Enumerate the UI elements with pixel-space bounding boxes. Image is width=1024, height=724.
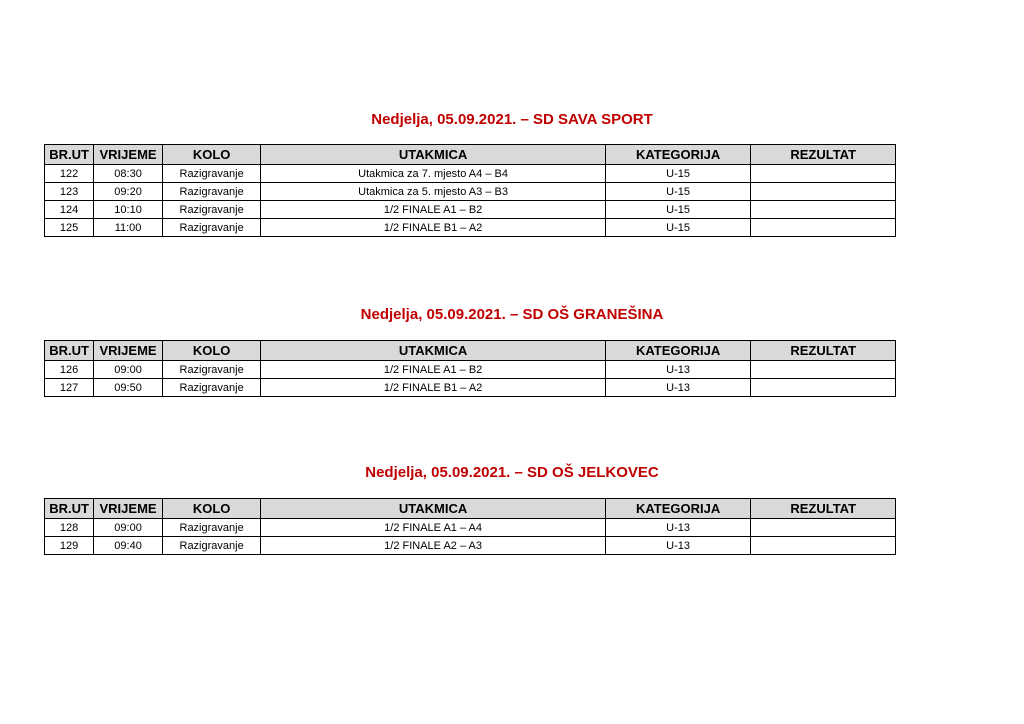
cell-round: Razigravanje	[162, 183, 260, 201]
cell-category: U-13	[605, 379, 751, 397]
column-header-result: REZULTAT	[751, 145, 896, 165]
cell-round: Razigravanje	[162, 519, 260, 537]
cell-round: Razigravanje	[162, 201, 260, 219]
cell-br: 126	[45, 361, 94, 379]
cell-time: 08:30	[94, 165, 163, 183]
column-header-round: KOLO	[162, 341, 260, 361]
table-header-row	[45, 341, 896, 361]
cell-br: 129	[45, 537, 94, 555]
column-header-match: UTAKMICA	[261, 499, 606, 519]
schedule-table-os-granesina	[44, 340, 896, 397]
cell-match: Utakmica za 7. mjesto A4 – B4	[261, 165, 606, 183]
schedule-table-sava-sport	[44, 144, 896, 237]
cell-time: 09:00	[94, 361, 163, 379]
column-header-br: BR.UT	[45, 341, 94, 361]
column-header-round: KOLO	[162, 499, 260, 519]
cell-match: 1/2 FINALE A1 – A4	[261, 519, 606, 537]
cell-result	[751, 183, 896, 201]
column-header-round: KOLO	[162, 145, 260, 165]
cell-category: U-15	[605, 165, 751, 183]
column-header-match: UTAKMICA	[261, 145, 606, 165]
column-header-category: KATEGORIJA	[605, 499, 751, 519]
cell-round: Razigravanje	[162, 379, 260, 397]
cell-result	[751, 379, 896, 397]
cell-result	[751, 537, 896, 555]
cell-round: Razigravanje	[162, 537, 260, 555]
cell-br: 122	[45, 165, 94, 183]
cell-result	[751, 165, 896, 183]
cell-result	[751, 219, 896, 237]
cell-category: U-13	[605, 519, 751, 537]
cell-category: U-15	[605, 219, 751, 237]
cell-round: Razigravanje	[162, 219, 260, 237]
section-title-os-jelkovec: Nedjelja, 05.09.2021. – SD OŠ JELKOVEC	[365, 464, 659, 481]
cell-category: U-13	[605, 537, 751, 555]
cell-result	[751, 201, 896, 219]
schedule-table-os-jelkovec	[44, 498, 896, 555]
cell-round: Razigravanje	[162, 361, 260, 379]
cell-time: 09:00	[94, 519, 163, 537]
cell-category: U-15	[605, 201, 751, 219]
column-header-result: REZULTAT	[751, 499, 896, 519]
cell-category: U-13	[605, 361, 751, 379]
cell-br: 125	[45, 219, 94, 237]
cell-time: 10:10	[94, 201, 163, 219]
column-header-category: KATEGORIJA	[605, 341, 751, 361]
cell-match: 1/2 FINALE A1 – B2	[261, 201, 606, 219]
table-row	[45, 165, 896, 183]
table-header-row	[45, 145, 896, 165]
cell-match: 1/2 FINALE A1 – B2	[261, 361, 606, 379]
section-title-sava-sport: Nedjelja, 05.09.2021. – SD SAVA SPORT	[371, 111, 653, 128]
table-header-row	[45, 499, 896, 519]
cell-match: Utakmica za 5. mjesto A3 – B3	[261, 183, 606, 201]
cell-category: U-15	[605, 183, 751, 201]
table-row	[45, 519, 896, 537]
column-header-result: REZULTAT	[751, 341, 896, 361]
column-header-time: VRIJEME	[94, 341, 163, 361]
table-row	[45, 219, 896, 237]
table-row	[45, 379, 896, 397]
column-header-br: BR.UT	[45, 499, 94, 519]
cell-match: 1/2 FINALE A2 – A3	[261, 537, 606, 555]
cell-br: 128	[45, 519, 94, 537]
section-title-os-granesina: Nedjelja, 05.09.2021. – SD OŠ GRANEŠINA	[360, 306, 664, 323]
cell-round: Razigravanje	[162, 165, 260, 183]
table-row	[45, 183, 896, 201]
cell-time: 09:40	[94, 537, 163, 555]
cell-time: 09:50	[94, 379, 163, 397]
cell-result	[751, 519, 896, 537]
table-row	[45, 537, 896, 555]
cell-br: 123	[45, 183, 94, 201]
table-row	[45, 361, 896, 379]
column-header-time: VRIJEME	[94, 499, 163, 519]
column-header-time: VRIJEME	[94, 145, 163, 165]
cell-br: 127	[45, 379, 94, 397]
column-header-br: BR.UT	[45, 145, 94, 165]
cell-match: 1/2 FINALE B1 – A2	[261, 219, 606, 237]
column-header-match: UTAKMICA	[261, 341, 606, 361]
cell-time: 11:00	[94, 219, 163, 237]
cell-match: 1/2 FINALE B1 – A2	[261, 379, 606, 397]
cell-time: 09:20	[94, 183, 163, 201]
column-header-category: KATEGORIJA	[605, 145, 751, 165]
table-row	[45, 201, 896, 219]
cell-br: 124	[45, 201, 94, 219]
cell-result	[751, 361, 896, 379]
